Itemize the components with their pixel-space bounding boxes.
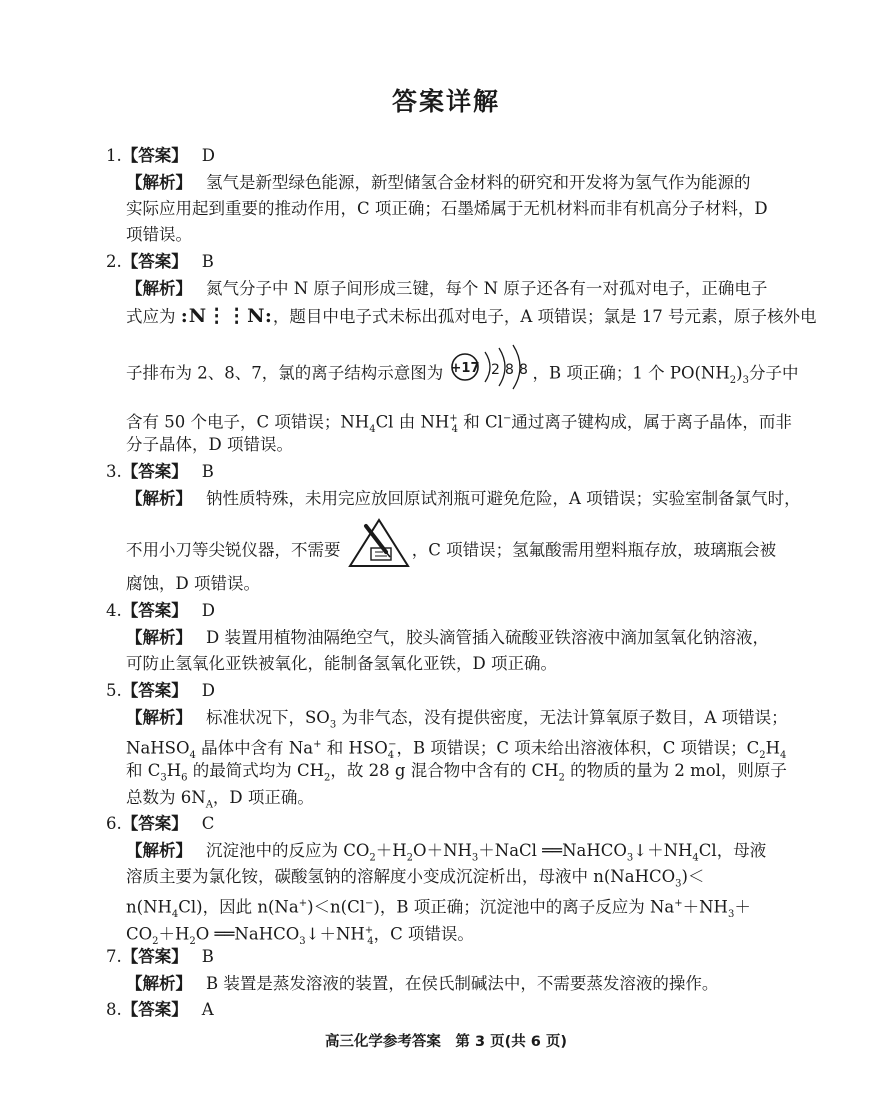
shell-2-count: 8 bbox=[504, 362, 514, 378]
chloride-ion-structure-diagram bbox=[449, 344, 533, 390]
q7-answer-value: B bbox=[201, 947, 214, 966]
q8-answer-value: A bbox=[201, 1000, 214, 1019]
q2-analysis-line-4: 含有 50 个电子，C 项错误；$NH_4Cl$ 由 $NH^+_4$ 和 Cl−通过离子键构成，属于离子晶体，而非 bbox=[126, 412, 792, 435]
q7-analysis-line-1: 【解析】 B 装置是蒸发溶液的装置，在侯氏制碱法中，不需要蒸发溶液的操作。 bbox=[126, 974, 719, 993]
q6-answer-line: 6.【答案】 C bbox=[106, 814, 215, 833]
q1-analysis-line-2: 实际应用起到重要的推动作用，C 项正确；石墨烯属于无机材料而非有机高分子材料，D bbox=[126, 199, 768, 218]
q1-number: 1. bbox=[106, 146, 122, 165]
q1-answer-label: 【答案】 bbox=[121, 146, 188, 165]
shell-3-count: 8 bbox=[518, 362, 528, 378]
q6-answer-value: C bbox=[201, 814, 215, 833]
q3-analysis-line-1: 【解析】 钠性质特殊，未用完应放回原试剂瓶可避免危险，A 项错误；实验室制备氯气时， bbox=[126, 489, 801, 508]
q6-analysis-line-3: $n(NH_4Cl)$，因此 n(Na+)＜n(Cl−)，B 项正确；沉淀池中的离子反应为 $Na^++NH_3+$ bbox=[126, 897, 751, 920]
ion-nucleus-label: +17 bbox=[450, 361, 479, 376]
nitrogen-electron-formula: :N⋮⋮N: bbox=[180, 305, 273, 327]
q5-analysis-line-3: 和 $C_3H_6$ 的最简式均为 $CH_2$，故 28 g 混合物中含有的 $CH_2$ 的物质的量为 2 mol，则原子 bbox=[126, 761, 787, 784]
q2-analysis-line-5: 分子晶体，D 项错误。 bbox=[126, 435, 293, 454]
q3-analysis-line-2: 不用小刀等尖锐仪器，不需要 ，C 项错误；氢氟酸需用塑料瓶存放，玻璃瓶会被 bbox=[126, 532, 776, 570]
q1-answer-value: D bbox=[201, 146, 215, 165]
q2-answer-line: 2.【答案】 B bbox=[106, 252, 214, 271]
sharp-object-warning-icon bbox=[346, 516, 412, 570]
q8-answer-line: 8.【答案】 A bbox=[106, 1000, 214, 1019]
q3-answer-value: B bbox=[201, 462, 214, 481]
q1-analysis-line-1: 【解析】 氢气是新型绿色能源，新型储氢合金材料的研究和开发将为氢气作为能源的 bbox=[126, 173, 751, 192]
page-footer: 高三化学参考答案 第 3 页(共 6 页) bbox=[324, 1034, 568, 1050]
q4-answer-value: D bbox=[201, 601, 215, 620]
q1-analysis-line-3: 项错误。 bbox=[126, 225, 192, 244]
q2-answer-value: B bbox=[201, 252, 214, 271]
q5-analysis-line-4: 总数为 $6N_A$，D 项正确。 bbox=[126, 788, 314, 811]
q3-answer-line: 3.【答案】 B bbox=[106, 462, 214, 481]
page-title: 答案详解 bbox=[391, 87, 500, 116]
q5-answer-line: 5.【答案】 D bbox=[106, 681, 215, 700]
q1-answer-line bbox=[106, 146, 215, 166]
q5-analysis-line-2: NaHSO$_4$ 晶体中含有 Na+ 和 $HSO_4^-$，B 项错误；C 项未给出溶液体积，C 项错误；$C_2H_4$ bbox=[126, 738, 787, 761]
q5-analysis-line-1: 【解析】 标准状况下，$SO_3$ 为非气态，没有提供密度，无法计算氧原子数目，A 项错误； bbox=[126, 708, 788, 731]
q2-analysis-line-3: 子排布为 2、8、7，氯的离子结构示意图为 +17 2 8 8 ，B 项正确；1 个 $PO(NH_2)_3$分子中 bbox=[126, 358, 798, 393]
q6-analysis-line-4: $CO_2+H_2O$ $══NaHCO_3↓+NH^+_4$，C 项错误。 bbox=[126, 924, 474, 947]
q6-analysis-line-2: 溶质主要为氯化铵，碳酸氢钠的溶解度小变成沉淀析出，母液中 n(NaHCO$_3$)＜ bbox=[126, 867, 705, 890]
q4-analysis-line-1: 【解析】 D 装置用植物油隔绝空气，胶头滴管插入硫酸亚铁溶液中滴加氢氧化钠溶液， bbox=[126, 628, 769, 647]
shell-1-count: 2 bbox=[490, 362, 500, 378]
q5-answer-value: D bbox=[201, 681, 215, 700]
q4-analysis-line-2: 可防止氢氧化亚铁被氧化，能制备氢氧化亚铁，D 项正确。 bbox=[126, 654, 557, 673]
q2-analysis-line-1: 【解析】 氮气分子中 N 原子间形成三键，每个 N 原子还各有一对孤对电子，正确电子 bbox=[126, 279, 768, 298]
q2-analysis-line-2: 式应为 :N⋮⋮N:，题目中电子式未标出孤对电子，A 项错误；氯是 17 号元素，原子核外电 bbox=[126, 305, 817, 327]
q4-answer-line: 4.【答案】 D bbox=[106, 601, 215, 620]
q7-answer-line: 7.【答案】 B bbox=[106, 947, 214, 966]
q6-analysis-line-1: 【解析】 沉淀池中的反应为 $CO_2+H_2O+NH_3+NaCl$ $══NaHCO_3↓+NH_4Cl$，母液 bbox=[126, 841, 767, 864]
q3-analysis-line-3: 腐蚀，D 项错误。 bbox=[126, 574, 260, 593]
